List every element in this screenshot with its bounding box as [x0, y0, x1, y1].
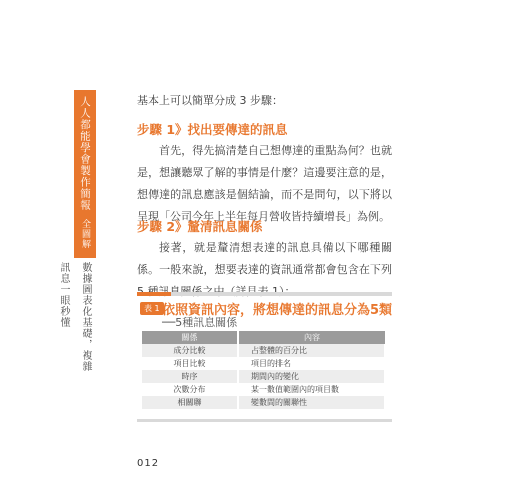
table-cell-relation: 次數分布	[142, 383, 238, 396]
table-header-relation: 關係	[142, 331, 238, 344]
table-header-row	[142, 331, 385, 344]
intro-text: 基本上可以簡單分成 3 步驟：	[137, 94, 283, 107]
table-cell-content: 某一數值範圍內的項目數	[238, 383, 385, 396]
table-cell-content: 期間內的變化	[238, 370, 385, 383]
table-title: 依照資訊內容，將想傳達的訊息分為5類	[162, 303, 393, 318]
relationship-table	[142, 331, 386, 409]
table-cell-relation: 相關聯	[142, 396, 238, 409]
table-row	[142, 396, 385, 409]
table-cell-relation: 成分比較	[142, 344, 238, 357]
table-cell-relation: 項目比較	[142, 357, 238, 370]
side-tab-part: 全圖解	[80, 219, 90, 249]
page-number: 012	[137, 458, 160, 469]
table-row	[142, 383, 385, 396]
table-cell-content: 占整體的百分比	[238, 344, 385, 357]
table-subtitle: ──5種訊息關係	[162, 316, 238, 329]
side-tab	[74, 90, 96, 258]
side-tab-title: 人人都能學會製作簡報	[79, 96, 91, 211]
table-cell-content: 變數間的關聯性	[238, 396, 385, 409]
table-label-badge: 表 1	[140, 302, 164, 315]
step-1-title: 步驟 1》找出要傳達的訊息	[137, 122, 288, 137]
table-top-rule	[137, 292, 392, 296]
table-bottom-rule	[137, 419, 392, 422]
step-2-paragraph: 接著，就是釐清想表達的訊息具備以下哪種關係。一般來說，想要表達的資訊通常都會包含在下列	[137, 241, 392, 276]
side-subtitle: 數據圖表化基礎，複雜訊息一眼秒懂	[58, 262, 91, 372]
table-cell-content: 項目的排名	[238, 357, 385, 370]
table-top-accent	[137, 292, 171, 296]
table-row	[142, 357, 385, 370]
step-2-title: 步驟 2》釐清訊息關係	[137, 219, 263, 234]
table-row	[142, 344, 385, 357]
table-header-content: 內容	[238, 331, 385, 344]
table-cell-relation: 時序	[142, 370, 238, 383]
step-1-paragraph: 首先，得先搞清楚自己想傳達的重點為何？也就是，想讓聽眾了解的事情是什麼？這邊要注意的是，想傳達的訊息應該是個結論，而不是問句，以下將以呈現「公司今年上半年每月營收皆持續增長」為例。	[137, 144, 392, 223]
table-row	[142, 370, 385, 383]
